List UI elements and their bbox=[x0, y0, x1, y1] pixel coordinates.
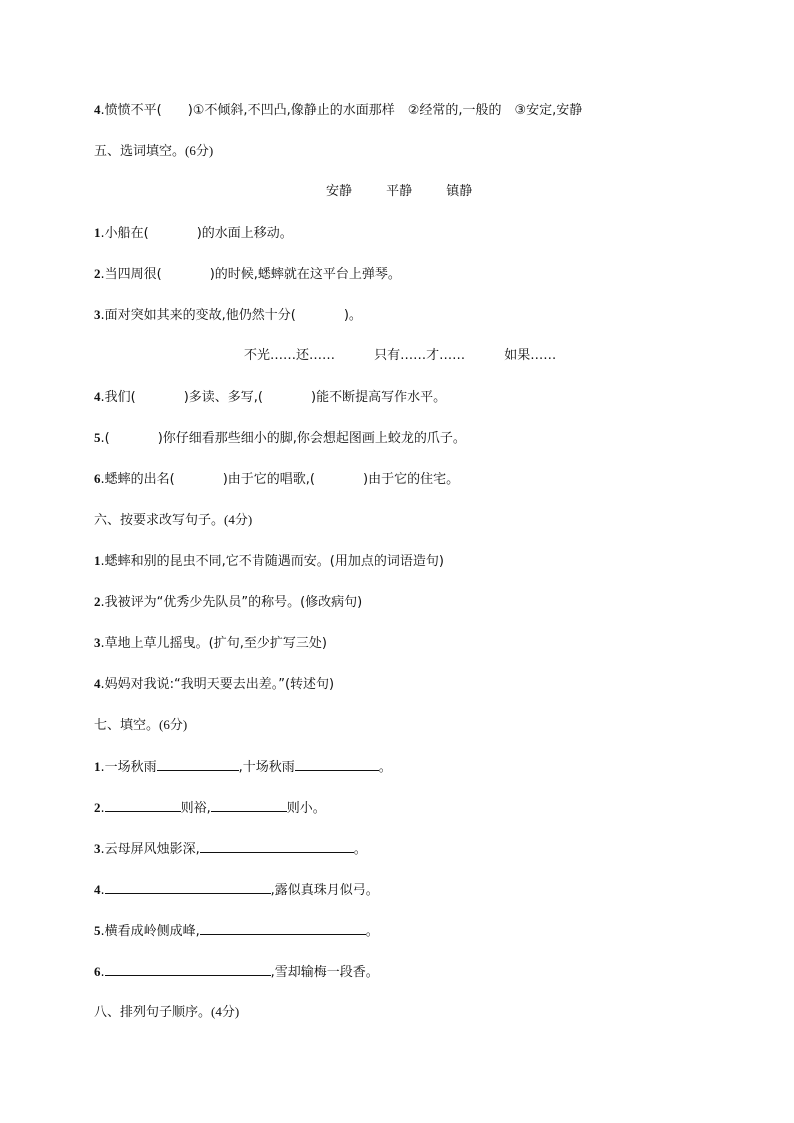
poem-fill-6 bbox=[94, 961, 379, 983]
item-text-post: )的水面上移动。 bbox=[196, 226, 293, 241]
section-points: (6分) bbox=[185, 143, 214, 158]
word-choices bbox=[326, 182, 472, 202]
item-number: 3 bbox=[94, 635, 101, 650]
fill-item-1 bbox=[94, 223, 293, 244]
item-text-a: .( bbox=[100, 431, 110, 446]
item-text-post: )的时候,蟋蟀就在这平台上弹琴。 bbox=[209, 267, 401, 282]
item-text-c: 则小。 bbox=[286, 801, 326, 816]
poem-fill-1 bbox=[94, 756, 392, 778]
item-text: .我被评为“优秀少先队员”的称号。(修改病句) bbox=[100, 595, 363, 610]
section-5-heading bbox=[94, 141, 213, 162]
item-number: 5 bbox=[94, 430, 101, 445]
item-text-b: )你仔细看那些细小的脚,你会想起图画上蛟龙的爪子。 bbox=[157, 431, 466, 446]
item-text-a: .蟋蟀的出名( bbox=[100, 472, 175, 487]
rewrite-item-2 bbox=[94, 592, 362, 613]
fill-item-2 bbox=[94, 264, 401, 285]
item-number: 4 bbox=[94, 882, 101, 897]
item-number: 2 bbox=[94, 800, 101, 815]
item-text-pre: .当四周很( bbox=[100, 267, 162, 282]
section-8-heading bbox=[94, 1002, 239, 1023]
section-7-heading bbox=[94, 715, 187, 736]
word-choice: 安静 bbox=[326, 184, 353, 199]
item-text-pre: .小船在( bbox=[100, 226, 149, 241]
fill-item-4 bbox=[94, 387, 446, 408]
item-text-b: ,雪却输梅一段香。 bbox=[270, 965, 379, 980]
item-text-c: 。 bbox=[365, 924, 379, 939]
item-text-post: )。 bbox=[343, 308, 362, 323]
section-title: 七、填空。 bbox=[94, 718, 160, 733]
question-text: .愤愤不平( )①不倾斜,不凹凸,像静止的水面那样 ②经常的,一般的 ③安定,安静 bbox=[100, 103, 583, 118]
item-text-b: ,十场秋雨 bbox=[238, 760, 295, 775]
item-text-c: 。 bbox=[378, 760, 392, 775]
section-title: 八、排列句子顺序。 bbox=[94, 1005, 212, 1020]
answer-line[interactable] bbox=[105, 961, 271, 976]
conjunction-choice: 如果…… bbox=[504, 348, 557, 363]
section-6-heading bbox=[94, 510, 252, 531]
answer-line[interactable] bbox=[211, 797, 287, 812]
item-text-a: .云母屏风烛影深, bbox=[100, 842, 200, 857]
item-number: 4 bbox=[94, 389, 101, 404]
answer-line[interactable] bbox=[157, 756, 239, 771]
item-number: 1 bbox=[94, 225, 101, 240]
item-text: .妈妈对我说:“我明天要去出差。”(转述句) bbox=[100, 677, 335, 692]
fill-item-3 bbox=[94, 305, 362, 326]
item-text-pre: .面对突如其来的变故,他仍然十分( bbox=[100, 308, 296, 323]
section-points: (4分) bbox=[224, 512, 253, 527]
section-points: (4分) bbox=[211, 1004, 240, 1019]
section-points: (6分) bbox=[159, 717, 188, 732]
poem-fill-4 bbox=[94, 879, 379, 901]
item-number: 1 bbox=[94, 759, 101, 774]
fill-item-5 bbox=[94, 428, 466, 449]
item-number: 4 bbox=[94, 676, 101, 691]
answer-line[interactable] bbox=[105, 797, 181, 812]
section-title: 六、按要求改写句子。 bbox=[94, 513, 225, 528]
poem-fill-5 bbox=[94, 920, 379, 942]
answer-line[interactable] bbox=[105, 879, 271, 894]
poem-fill-2 bbox=[94, 797, 326, 819]
word-choice: 镇静 bbox=[446, 184, 473, 199]
item-number: 2 bbox=[94, 594, 101, 609]
question-4-definition bbox=[94, 100, 582, 121]
item-text-a: .一场秋雨 bbox=[100, 760, 157, 775]
answer-line[interactable] bbox=[200, 838, 354, 853]
item-number: 3 bbox=[94, 841, 101, 856]
section-title: 五、选词填空。 bbox=[94, 144, 186, 159]
rewrite-item-4 bbox=[94, 674, 334, 695]
item-text-b: 则裕, bbox=[180, 801, 211, 816]
item-number: 6 bbox=[94, 964, 101, 979]
word-choice: 平静 bbox=[386, 184, 413, 199]
rewrite-item-3 bbox=[94, 633, 327, 654]
item-text-b: )多读、多写,( bbox=[183, 390, 263, 405]
rewrite-item-1 bbox=[94, 551, 444, 572]
item-number: 2 bbox=[94, 266, 101, 281]
item-text-c: 。 bbox=[353, 842, 367, 857]
fill-item-6 bbox=[94, 469, 459, 490]
item-text: .草地上草儿摇曳。(扩句,至少扩写三处) bbox=[100, 636, 327, 651]
answer-line[interactable] bbox=[200, 920, 366, 935]
conjunction-choice: 只有……才…… bbox=[374, 348, 466, 363]
answer-line[interactable] bbox=[295, 756, 379, 771]
item-text-a: . bbox=[100, 801, 105, 816]
item-text-a: . bbox=[100, 883, 105, 898]
item-text: .蟋蟀和别的昆虫不同,它不肯随遇而安。(用加点的词语造句) bbox=[100, 554, 444, 569]
conjunction-choice: 不光……还…… bbox=[244, 348, 336, 363]
item-text-a: .横看成岭侧成峰, bbox=[100, 924, 200, 939]
item-text-c: )由于它的住宅。 bbox=[363, 472, 460, 487]
poem-fill-3 bbox=[94, 838, 367, 860]
item-text-a: . bbox=[100, 965, 105, 980]
item-number: 5 bbox=[94, 923, 101, 938]
conjunction-choices bbox=[244, 346, 556, 366]
item-number: 3 bbox=[94, 307, 101, 322]
item-number: 6 bbox=[94, 471, 101, 486]
item-number: 1 bbox=[94, 553, 101, 568]
item-text-a: .我们( bbox=[100, 390, 136, 405]
item-text-c: )能不断提高写作水平。 bbox=[311, 390, 447, 405]
item-text-b: )由于它的唱歌,( bbox=[222, 472, 315, 487]
item-text-b: ,露似真珠月似弓。 bbox=[270, 883, 379, 898]
question-number: 4 bbox=[94, 102, 101, 117]
